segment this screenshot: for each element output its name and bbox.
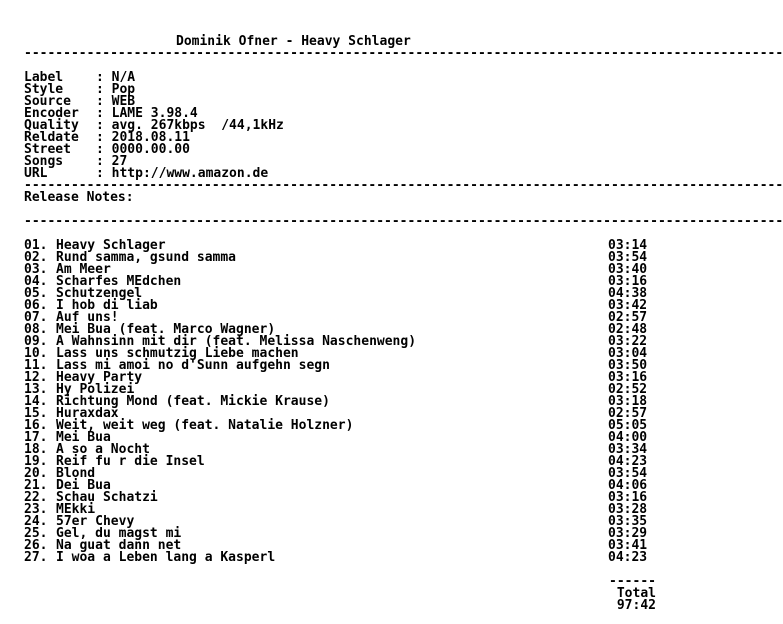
- track-title: Mei Bua: [56, 430, 111, 445]
- track-duration: 03:16: [608, 274, 648, 289]
- track-title: Dei Bua: [56, 478, 111, 493]
- track-duration: 03:14: [608, 238, 648, 253]
- track-number: 17.: [24, 430, 48, 445]
- track-duration: 05:05: [608, 418, 648, 433]
- track-number: 05.: [24, 286, 48, 301]
- track-number: 12.: [24, 370, 48, 385]
- track-duration: 04:06: [608, 478, 648, 493]
- track-title: Schutzengel: [56, 286, 143, 301]
- info-key: Songs: [24, 154, 64, 169]
- track-row: [24, 468, 648, 480]
- track-title: Gel, du magst mi: [56, 526, 182, 541]
- track-number: 18.: [24, 442, 48, 457]
- track-number: 09.: [24, 334, 48, 349]
- track-duration: 03:28: [608, 502, 648, 517]
- track-title: MEkki: [56, 502, 96, 517]
- track-number: 04.: [24, 274, 48, 289]
- track-number: 15.: [24, 406, 48, 421]
- track-duration: 02:48: [608, 322, 648, 337]
- track-number: 23.: [24, 502, 48, 517]
- track-title: Huraxdax: [56, 406, 119, 421]
- info-key: Encoder: [24, 106, 79, 121]
- track-number: 24.: [24, 514, 48, 529]
- track-row: [24, 420, 648, 432]
- track-duration: 03:41: [608, 538, 648, 553]
- track-title: Na guat dann net: [56, 538, 182, 553]
- track-duration: 02:57: [608, 406, 648, 421]
- track-title: Scharfes MEdchen: [56, 274, 182, 289]
- divider-rule: -------------------------------------------------------------------------------------------------: [24, 46, 783, 61]
- info-separator: :: [96, 154, 112, 169]
- info-key: Street: [24, 142, 71, 157]
- track-number: 01.: [24, 238, 48, 253]
- track-duration: 03:40: [608, 262, 648, 277]
- info-key: Source: [24, 94, 71, 109]
- track-number: 19.: [24, 454, 48, 469]
- release-notes-label: Release Notes:: [24, 190, 134, 205]
- track-title: A so a Nocht: [56, 442, 150, 457]
- info-value: avg. 267kbps /44,1kHz: [111, 118, 284, 133]
- info-separator: :: [96, 82, 112, 97]
- divider-rule: -------------------------------------------------------------------------------------------------: [24, 214, 783, 229]
- track-title: Heavy Party: [56, 370, 143, 385]
- track-number: 22.: [24, 490, 48, 505]
- total-block: [600, 576, 656, 612]
- track-duration: 03:18: [608, 394, 648, 409]
- info-value: 0000.00.00: [111, 142, 190, 157]
- track-number: 07.: [24, 310, 48, 325]
- track-duration: 04:23: [608, 454, 648, 469]
- track-title: 57er Chevy: [56, 514, 135, 529]
- track-title: Lass mi amoi no d'Sunn aufgehn segn: [56, 358, 330, 373]
- track-number: 06.: [24, 298, 48, 313]
- track-title: A Wahnsinn mit dir (feat. Melissa Naschenweng): [56, 334, 417, 349]
- track-duration: 03:42: [608, 298, 648, 313]
- info-separator: :: [96, 142, 112, 157]
- info-value: 27: [111, 154, 128, 169]
- info-separator: :: [96, 130, 112, 145]
- track-duration: 03:35: [608, 514, 648, 529]
- info-value: Pop: [111, 82, 136, 97]
- track-title: I woa a Leben lang a Kasperl: [56, 550, 276, 565]
- track-duration: 04:38: [608, 286, 648, 301]
- track-number: 08.: [24, 322, 48, 337]
- track-number: 14.: [24, 394, 48, 409]
- info-separator: :: [96, 106, 112, 121]
- track-number: 02.: [24, 250, 48, 265]
- track-title: Richtung Mond (feat. Mickie Krause): [56, 394, 330, 409]
- track-number: 26.: [24, 538, 48, 553]
- track-number: 16.: [24, 418, 48, 433]
- info-separator: :: [96, 70, 112, 85]
- track-title: Mei Bua (feat. Marco Wagner): [56, 322, 276, 337]
- track-title: Reif fu r die Insel: [56, 454, 205, 469]
- info-key: Quality: [24, 118, 79, 133]
- info-value: WEB: [111, 94, 136, 109]
- info-value: 2018.08.11: [111, 130, 190, 145]
- track-duration: 03:29: [608, 526, 648, 541]
- track-title: I hob di liab: [56, 298, 158, 313]
- tracklist: [24, 240, 648, 564]
- track-title: Lass uns schmutzig Liebe machen: [56, 346, 299, 361]
- track-duration: 03:16: [608, 490, 648, 505]
- track-duration: 03:16: [608, 370, 648, 385]
- track-title: Rund samma, gsund samma: [56, 250, 237, 265]
- track-duration: 02:52: [608, 382, 648, 397]
- track-duration: 03:54: [608, 466, 648, 481]
- info-separator: :: [96, 166, 112, 181]
- track-row: [24, 456, 648, 468]
- release-title: Dominik Ofner - Heavy Schlager: [176, 34, 411, 49]
- divider-rule: -------------------------------------------------------------------------------------------------: [24, 178, 783, 193]
- track-number: 25.: [24, 526, 48, 541]
- track-title: Auf uns!: [56, 310, 119, 325]
- track-duration: 03:04: [608, 346, 648, 361]
- track-title: Hy Polizei: [56, 382, 135, 397]
- track-number: 13.: [24, 382, 48, 397]
- track-title: Am Meer: [56, 262, 111, 277]
- track-row: [24, 552, 648, 564]
- total-rule: ------: [609, 574, 656, 589]
- info-key: Reldate: [24, 130, 79, 145]
- track-title: Schau Schatzi: [56, 490, 158, 505]
- info-value: N/A: [111, 70, 136, 85]
- track-number: 10.: [24, 346, 48, 361]
- total-label: Total: [616, 586, 656, 601]
- track-duration: 04:00: [608, 430, 648, 445]
- info-value: LAME 3.98.4: [111, 106, 198, 121]
- track-duration: 03:54: [608, 250, 648, 265]
- info-key: Style: [24, 82, 64, 97]
- track-duration: 02:57: [608, 310, 648, 325]
- track-row: [24, 492, 648, 504]
- track-duration: 03:50: [608, 358, 648, 373]
- track-duration: 03:22: [608, 334, 648, 349]
- track-row: [24, 252, 648, 264]
- track-title: Heavy Schlager: [56, 238, 166, 253]
- info-separator: :: [96, 118, 112, 133]
- track-number: 03.: [24, 262, 48, 277]
- info-separator: :: [96, 94, 112, 109]
- track-duration: 03:34: [608, 442, 648, 457]
- track-number: 27.: [24, 550, 48, 565]
- total-time: 97:42: [616, 598, 656, 613]
- track-duration: 04:23: [608, 550, 648, 565]
- info-key: URL: [24, 166, 48, 181]
- track-number: 20.: [24, 466, 48, 481]
- info-value: http://www.amazon.de: [111, 166, 269, 181]
- release-info: [24, 72, 284, 180]
- info-key: Label: [24, 70, 64, 85]
- track-title: Blond: [56, 466, 96, 481]
- track-number: 21.: [24, 478, 48, 493]
- track-title: Weit, weit weg (feat. Natalie Holzner): [56, 418, 354, 433]
- track-number: 11.: [24, 358, 48, 373]
